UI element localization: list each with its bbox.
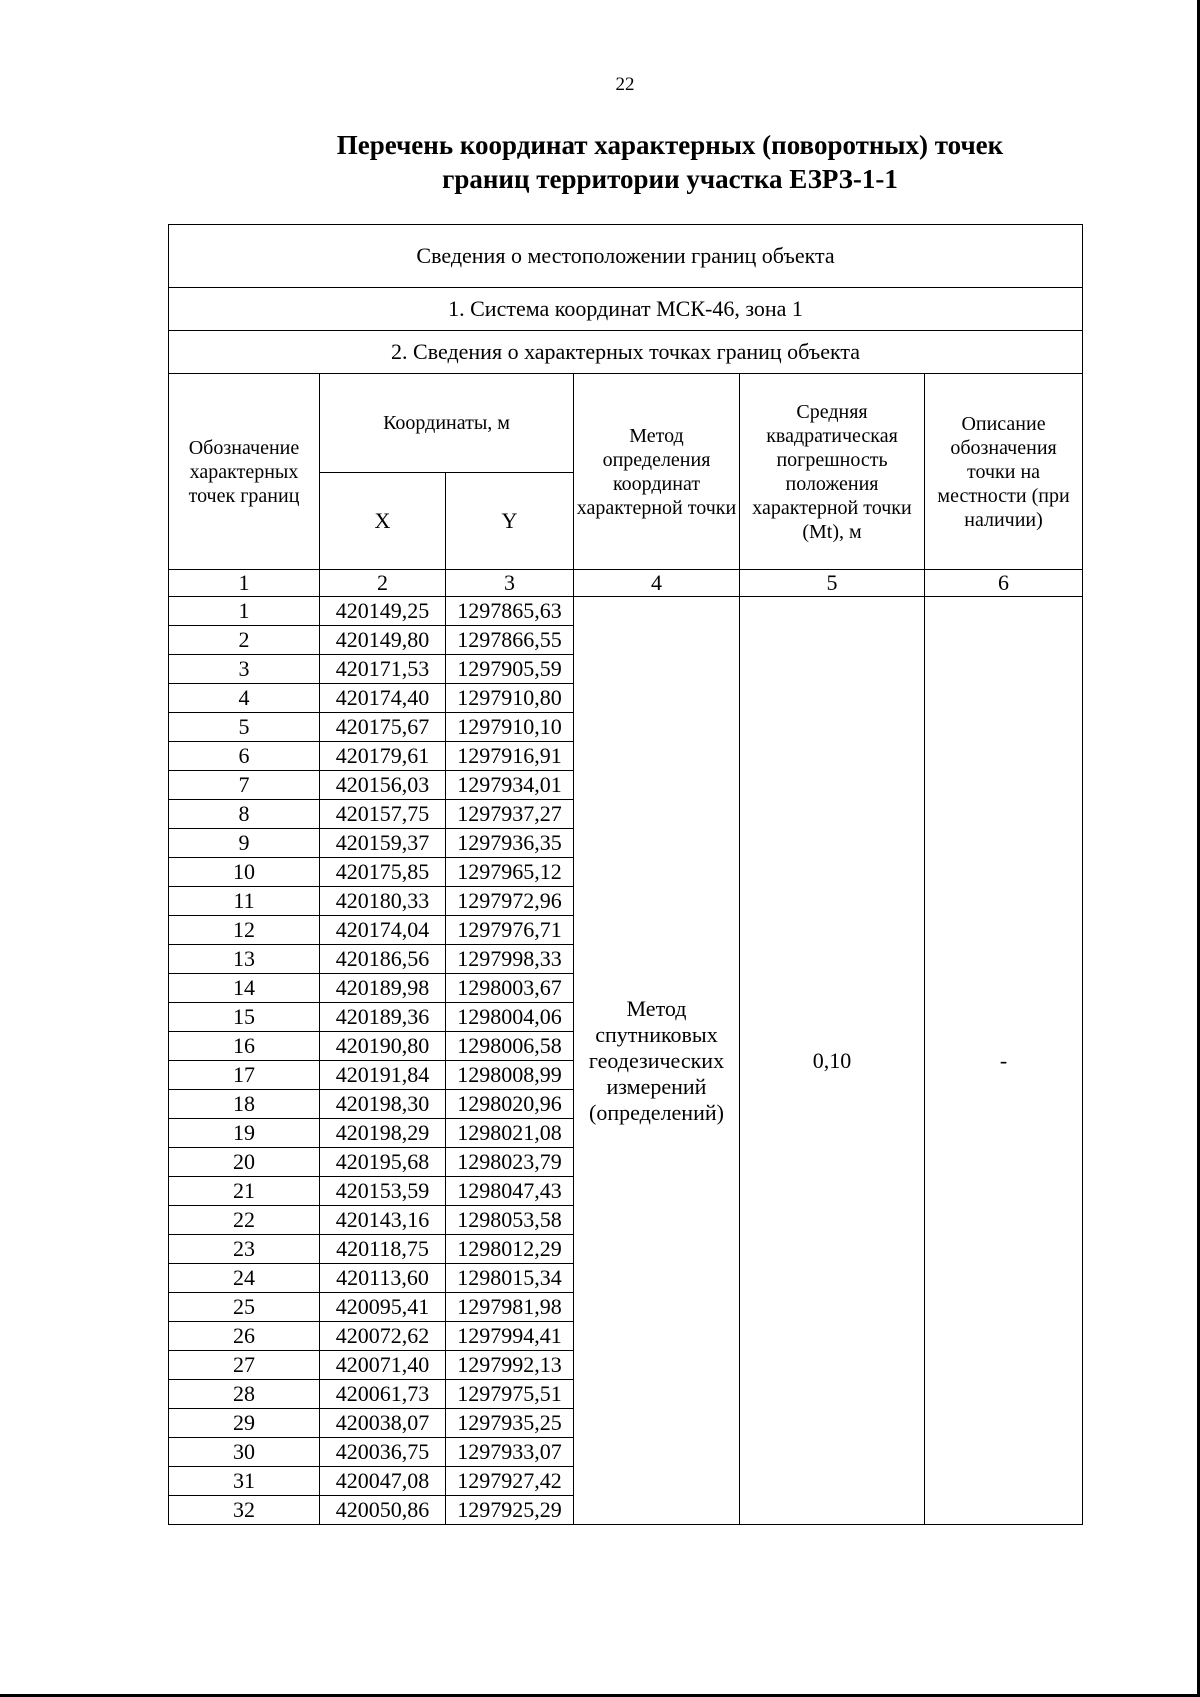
point-number: 24 — [169, 1264, 320, 1293]
x-coordinate: 420061,73 — [320, 1380, 446, 1409]
point-number: 32 — [169, 1496, 320, 1525]
x-coordinate: 420047,08 — [320, 1467, 446, 1496]
col-number: 3 — [446, 570, 574, 597]
title-line-1: Перечень координат характерных (поворотных) точек — [336, 130, 1004, 160]
col-header-coords: Координаты, м — [320, 374, 574, 473]
point-number: 28 — [169, 1380, 320, 1409]
x-coordinate: 420157,75 — [320, 800, 446, 829]
y-coordinate: 1297910,80 — [446, 684, 574, 713]
x-coordinate: 420118,75 — [320, 1235, 446, 1264]
x-coordinate: 420198,29 — [320, 1119, 446, 1148]
y-coordinate: 1297925,29 — [446, 1496, 574, 1525]
y-coordinate: 1298047,43 — [446, 1177, 574, 1206]
x-coordinate: 420198,30 — [320, 1090, 446, 1119]
y-coordinate: 1298012,29 — [446, 1235, 574, 1264]
y-coordinate: 1297981,98 — [446, 1293, 574, 1322]
y-coordinate: 1297865,63 — [446, 597, 574, 626]
x-coordinate: 420174,40 — [320, 684, 446, 713]
point-number: 15 — [169, 1003, 320, 1032]
col-header-y: Y — [446, 473, 574, 570]
point-number: 7 — [169, 771, 320, 800]
coordinate-system: 1. Система координат МСК-46, зона 1 — [169, 288, 1083, 331]
y-coordinate: 1298003,67 — [446, 974, 574, 1003]
y-coordinate: 1297866,55 — [446, 626, 574, 655]
x-coordinate: 420153,59 — [320, 1177, 446, 1206]
x-coordinate: 420143,16 — [320, 1206, 446, 1235]
x-coordinate: 420179,61 — [320, 742, 446, 771]
y-coordinate: 1298020,96 — [446, 1090, 574, 1119]
x-coordinate: 420156,03 — [320, 771, 446, 800]
point-number: 13 — [169, 945, 320, 974]
point-number: 3 — [169, 655, 320, 684]
point-number: 17 — [169, 1061, 320, 1090]
y-coordinate: 1297975,51 — [446, 1380, 574, 1409]
point-number: 8 — [169, 800, 320, 829]
y-coordinate: 1298008,99 — [446, 1061, 574, 1090]
points-info-heading: 2. Сведения о характерных точках границ объекта — [169, 331, 1083, 374]
x-coordinate: 420050,86 — [320, 1496, 446, 1525]
table-caption: Сведения о местоположении границ объекта — [169, 225, 1083, 288]
y-coordinate: 1297976,71 — [446, 916, 574, 945]
point-number: 25 — [169, 1293, 320, 1322]
y-coordinate: 1298004,06 — [446, 1003, 574, 1032]
col-number: 4 — [574, 570, 740, 597]
x-coordinate: 420159,37 — [320, 829, 446, 858]
point-number: 31 — [169, 1467, 320, 1496]
x-coordinate: 420071,40 — [320, 1351, 446, 1380]
col-number: 2 — [320, 570, 446, 597]
x-coordinate: 420036,75 — [320, 1438, 446, 1467]
y-coordinate: 1297935,25 — [446, 1409, 574, 1438]
x-coordinate: 420174,04 — [320, 916, 446, 945]
point-number: 26 — [169, 1322, 320, 1351]
y-coordinate: 1297998,33 — [446, 945, 574, 974]
y-coordinate: 1297992,13 — [446, 1351, 574, 1380]
y-coordinate: 1297965,12 — [446, 858, 574, 887]
y-coordinate: 1297910,10 — [446, 713, 574, 742]
method-value: Метод спутниковых геодезических измерений (определений) — [574, 597, 740, 1525]
y-coordinate: 1297905,59 — [446, 655, 574, 684]
col-header-description: Описание обозначения точки на местности (при наличии) — [925, 374, 1083, 570]
table-row — [169, 597, 1083, 626]
x-coordinate: 420190,80 — [320, 1032, 446, 1061]
point-number: 5 — [169, 713, 320, 742]
x-coordinate: 420189,36 — [320, 1003, 446, 1032]
col-header-designation: Обозначение характерных точек границ — [169, 374, 320, 570]
point-number: 9 — [169, 829, 320, 858]
y-coordinate: 1297936,35 — [446, 829, 574, 858]
y-coordinate: 1298006,58 — [446, 1032, 574, 1061]
col-header-method: Метод определения координат характерной точки — [574, 374, 740, 570]
y-coordinate: 1298023,79 — [446, 1148, 574, 1177]
x-coordinate: 420180,33 — [320, 887, 446, 916]
col-number: 5 — [740, 570, 925, 597]
y-coordinate: 1297937,27 — [446, 800, 574, 829]
x-coordinate: 420195,68 — [320, 1148, 446, 1177]
y-coordinate: 1297916,91 — [446, 742, 574, 771]
x-coordinate: 420189,98 — [320, 974, 446, 1003]
title-line-2: границ территории участка ЕЗРЗ-1-1 — [442, 164, 898, 194]
document-title — [250, 128, 1090, 196]
point-number: 30 — [169, 1438, 320, 1467]
point-number: 16 — [169, 1032, 320, 1061]
x-coordinate: 420191,84 — [320, 1061, 446, 1090]
point-number: 11 — [169, 887, 320, 916]
point-number: 12 — [169, 916, 320, 945]
y-coordinate: 1297927,42 — [446, 1467, 574, 1496]
x-coordinate: 420171,53 — [320, 655, 446, 684]
page-number: 22 — [615, 74, 635, 95]
point-number: 4 — [169, 684, 320, 713]
x-coordinate: 420186,56 — [320, 945, 446, 974]
y-coordinate: 1298015,34 — [446, 1264, 574, 1293]
col-header-x: X — [320, 473, 446, 570]
point-number: 2 — [169, 626, 320, 655]
x-coordinate: 420175,67 — [320, 713, 446, 742]
point-number: 27 — [169, 1351, 320, 1380]
y-coordinate: 1298021,08 — [446, 1119, 574, 1148]
point-number: 23 — [169, 1235, 320, 1264]
point-number: 10 — [169, 858, 320, 887]
y-coordinate: 1298053,58 — [446, 1206, 574, 1235]
y-coordinate: 1297934,01 — [446, 771, 574, 800]
col-header-error: Средняя квадратическая погрешность положения характерной точки (Mt), м — [740, 374, 925, 570]
point-number: 14 — [169, 974, 320, 1003]
y-coordinate: 1297994,41 — [446, 1322, 574, 1351]
x-coordinate: 420149,80 — [320, 626, 446, 655]
coordinates-table — [168, 224, 1083, 1525]
point-number: 18 — [169, 1090, 320, 1119]
x-coordinate: 420072,62 — [320, 1322, 446, 1351]
col-number: 6 — [925, 570, 1083, 597]
point-number: 29 — [169, 1409, 320, 1438]
point-number: 22 — [169, 1206, 320, 1235]
point-number: 6 — [169, 742, 320, 771]
description-value: - — [925, 597, 1083, 1525]
col-number: 1 — [169, 570, 320, 597]
point-number: 19 — [169, 1119, 320, 1148]
x-coordinate: 420113,60 — [320, 1264, 446, 1293]
y-coordinate: 1297933,07 — [446, 1438, 574, 1467]
x-coordinate: 420149,25 — [320, 597, 446, 626]
x-coordinate: 420175,85 — [320, 858, 446, 887]
x-coordinate: 420038,07 — [320, 1409, 446, 1438]
point-number: 21 — [169, 1177, 320, 1206]
point-number: 1 — [169, 597, 320, 626]
error-value: 0,10 — [740, 597, 925, 1525]
point-number: 20 — [169, 1148, 320, 1177]
x-coordinate: 420095,41 — [320, 1293, 446, 1322]
y-coordinate: 1297972,96 — [446, 887, 574, 916]
